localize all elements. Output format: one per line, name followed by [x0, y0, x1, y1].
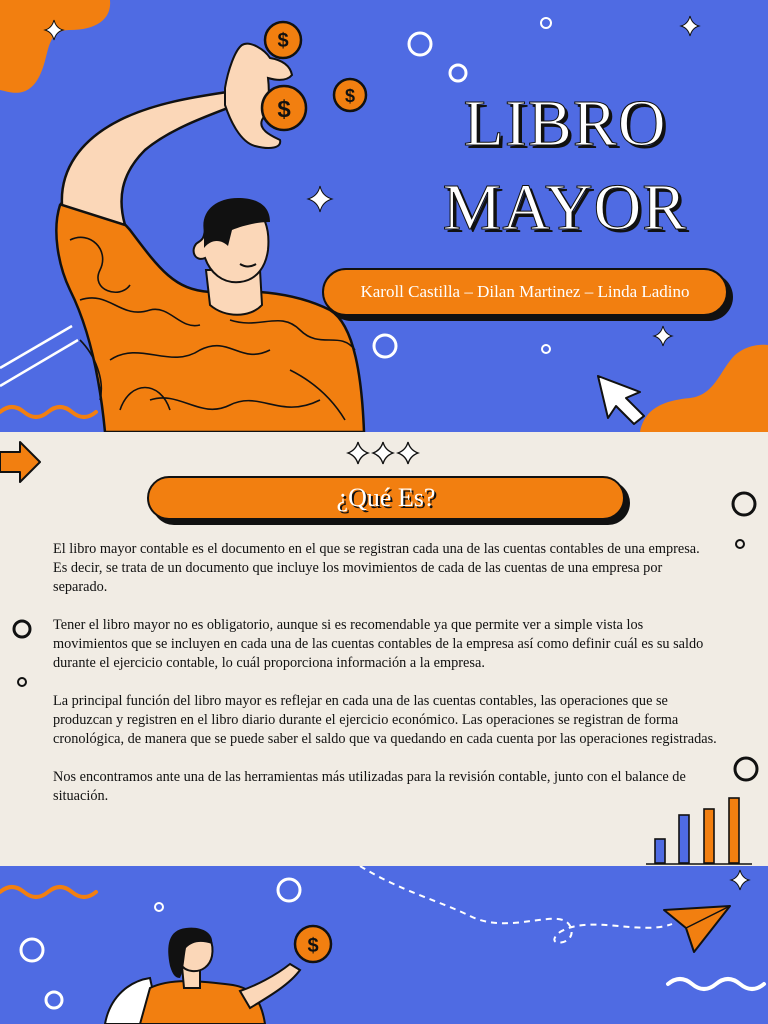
paper-plane-icon — [664, 906, 730, 952]
ring-decoration — [736, 540, 744, 548]
sparkle-icon — [348, 442, 418, 464]
orange-squiggle — [0, 887, 96, 897]
coin-icon — [262, 86, 306, 130]
coin-icon — [295, 926, 331, 962]
ring-decoration — [46, 992, 62, 1008]
svg-text:$: $ — [277, 30, 289, 52]
title-line-2: MAYOR — [442, 171, 688, 244]
person-arm — [240, 964, 300, 1008]
ring-decoration — [735, 758, 757, 780]
paragraph: La principal función del libro mayor es reflejar en cada una de las cuentas contables, las operaciones que se produzcan y registren en el libro diario durante el ejercicio económico. Las operaciones se registran de forma cronológica, de manera que se puede saber el saldo que va quedando en cada cuenta por las operaciones registradas. — [53, 693, 717, 747]
document-title — [400, 82, 730, 250]
ring-decoration — [155, 903, 163, 911]
dashed-path — [360, 866, 672, 943]
sparkle-icon — [731, 870, 749, 890]
authors-banner: Karoll Castilla – Dilan Martinez – Linda Ladino — [322, 268, 728, 316]
svg-text:$: $ — [344, 86, 356, 106]
svg-text:$: $ — [277, 96, 291, 123]
body-text — [53, 540, 717, 825]
paragraph: El libro mayor contable es el documento en el que se registran cada una de las cuentas contables de una empresa. Es decir, se trata de un documento que incluye los movimientos de cada de las cuentas de una empresa por separado. — [53, 541, 700, 595]
ring-decoration — [278, 879, 300, 901]
paragraph: Nos encontramos ante una de las herramientas más utilizadas para la revisión contable, junto con el balance de situación. — [53, 769, 686, 804]
ring-decoration — [14, 621, 30, 637]
svg-text:$: $ — [307, 935, 319, 957]
ring-decoration — [18, 678, 26, 686]
footer-decorations — [0, 866, 768, 1024]
ring-decoration — [21, 939, 43, 961]
section-heading: ¿Qué Es? — [147, 476, 625, 520]
paragraph: Tener el libro mayor no es obligatorio, aunque si es recomendable ya que permite ver a simple vista los movimientos que se incluyen en cada una de las cuentas contables de la empresa así como definir cuál es su saldo durante el ejercicio contable, lo cuál proporciona información a la empresa. — [53, 617, 704, 671]
white-squiggle — [668, 979, 764, 989]
coin-icon — [334, 79, 366, 111]
ring-decoration — [733, 493, 755, 515]
coin-icon — [265, 22, 301, 58]
arrow-right-icon — [0, 442, 40, 482]
title-line-1: LIBRO — [463, 87, 667, 160]
footer-section — [0, 866, 768, 1024]
